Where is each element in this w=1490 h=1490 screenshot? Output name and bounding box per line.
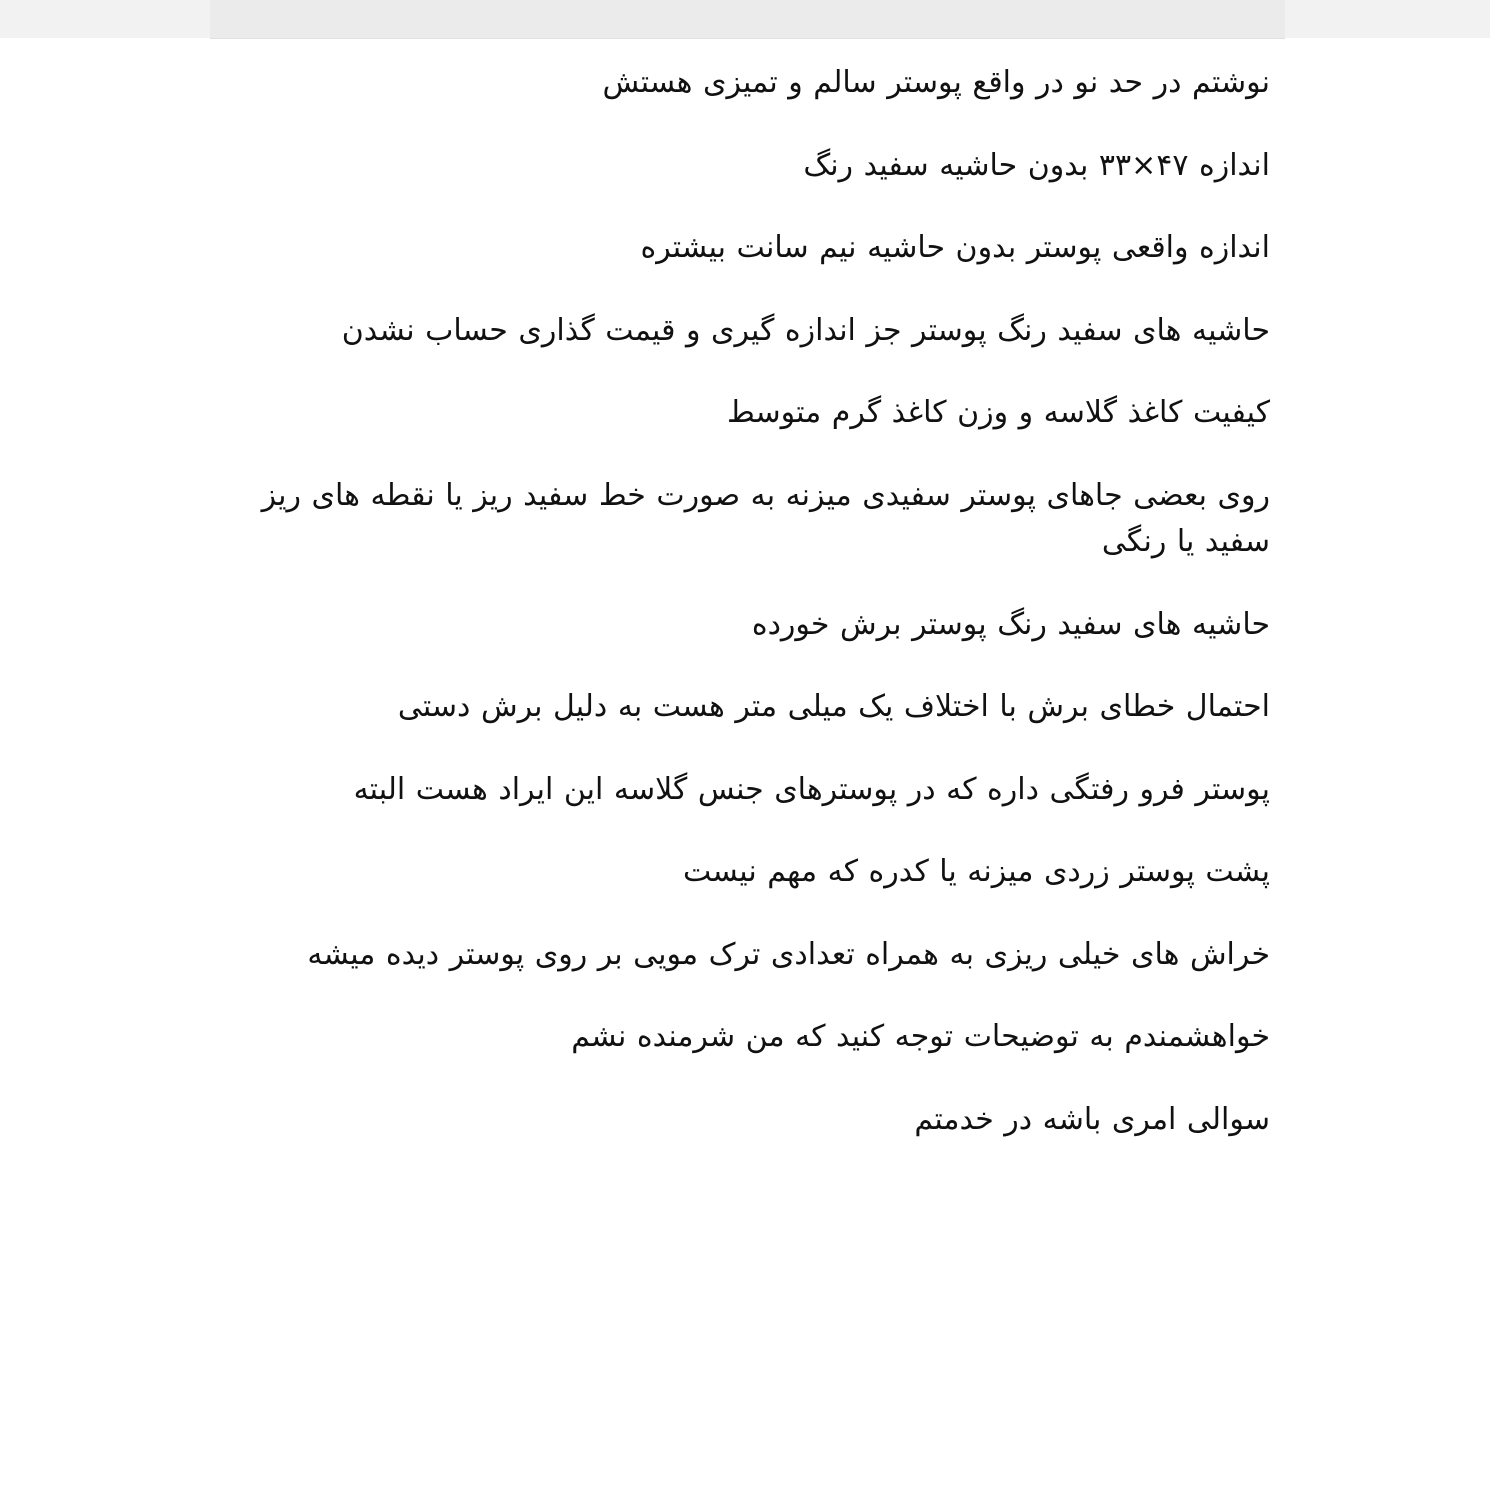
paragraph: پوستر فرو رفتگی داره که در پوسترهای جنس گلاسه این ایراد هست البته <box>353 771 1270 807</box>
paragraph: احتمال خطای برش با اختلاف یک میلی متر هست به دلیل برش دستی <box>397 689 1270 724</box>
top-band <box>0 0 1490 38</box>
paragraph: اندازه ۴۷×۳۳ بدون حاشیه سفید رنگ <box>803 147 1270 183</box>
paragraph: سوالی امری باشه در خدمتم <box>914 1101 1270 1137</box>
paragraph: خراش های خیلی ریزی به همراه تعدادی ترک مویی بر روی پوستر دیده میشه <box>307 936 1270 972</box>
paragraph: اندازه واقعی پوستر بدون حاشیه نیم سانت بیشتره <box>640 230 1270 265</box>
paragraph: حاشیه های سفید رنگ پوستر جز اندازه گیری و قیمت گذاری حساب نشدن <box>341 312 1270 348</box>
paragraph: روی بعضی جاهای پوستر سفیدی میزنه به صورت خط سفید ریز یا نقطه های ریز سفید یا رنگی <box>261 477 1270 559</box>
paragraph: پشت پوستر زردی میزنه یا کدره که مهم نیست <box>683 854 1270 889</box>
document-body <box>0 38 1490 1143</box>
paragraph: نوشتم در حد نو در واقع پوستر سالم و تمیزی هستش <box>602 65 1270 100</box>
top-band-inner <box>210 0 1285 39</box>
paragraph: حاشیه های سفید رنگ پوستر برش خورده <box>751 606 1270 642</box>
paragraph: کیفیت کاغذ گلاسه و وزن کاغذ گرم متوسط <box>726 395 1270 430</box>
paragraph: خواهشمندم به توضیحات توجه کنید که من شرمنده نشم <box>571 1019 1270 1054</box>
